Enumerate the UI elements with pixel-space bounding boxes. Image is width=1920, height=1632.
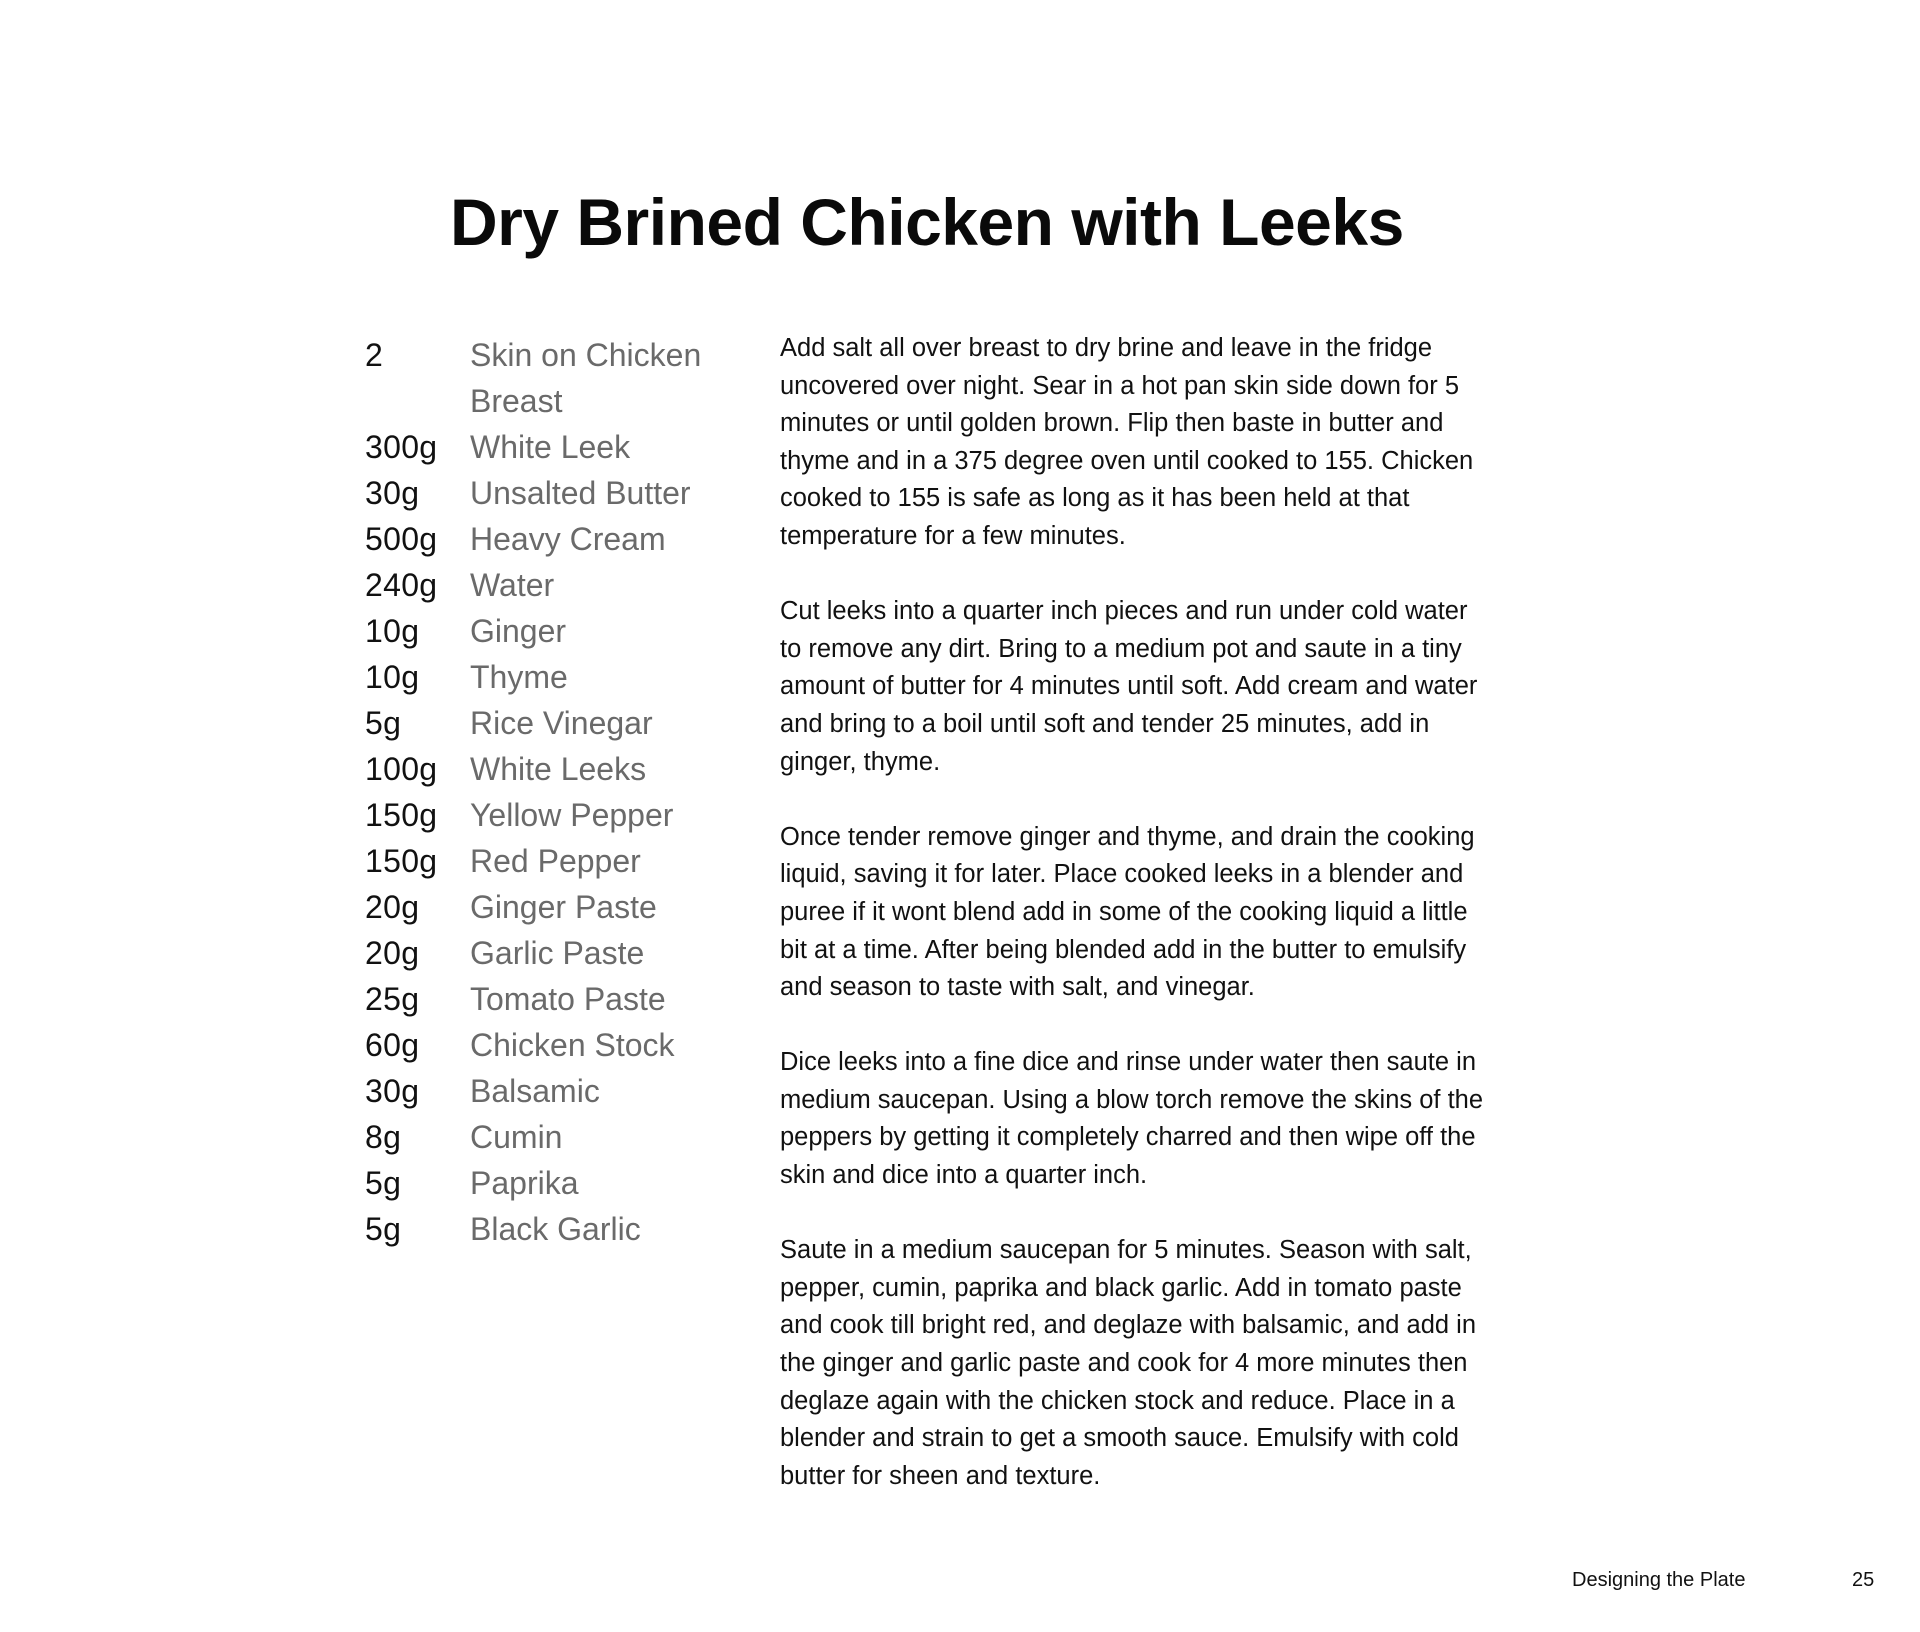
ingredient-quantity: 100g: [365, 751, 438, 787]
ingredient-row: [365, 792, 745, 838]
ingredient-name: Balsamic: [470, 1073, 600, 1109]
ingredient-row: [365, 1160, 745, 1206]
ingredient-row: [365, 930, 745, 976]
ingredient-quantity: 30g: [365, 475, 420, 511]
ingredient-quantity: 300g: [365, 429, 438, 465]
ingredient-row: [365, 516, 745, 562]
ingredient-name: Garlic Paste: [470, 935, 645, 971]
method-paragraph: Once tender remove ginger and thyme, and drain the cooking liquid, saving it for later. Place cooked leeks in a blender and puree if it wont blend add in some of the cooking liquid a little bit at a time. After being blended add in the butter to emulsify and season to taste with salt, and vinegar.: [780, 822, 1475, 1002]
ingredient-quantity: 60g: [365, 1027, 420, 1063]
ingredient-name: Ginger: [470, 613, 567, 649]
ingredient-name: Skin on Chicken Breast: [470, 337, 702, 419]
ingredient-name: White Leeks: [470, 751, 647, 787]
ingredient-name: Cumin: [470, 1119, 563, 1155]
ingredient-quantity: 5g: [365, 1211, 402, 1247]
ingredient-name: Ginger Paste: [470, 889, 657, 925]
ingredient-name: Yellow Pepper: [470, 797, 674, 833]
method-paragraph: Saute in a medium saucepan for 5 minutes. Season with salt, pepper, cumin, paprika and black garlic. Add in tomato paste and cook till bright red, and deglaze with balsamic, and add in the ginger and garlic paste and cook for 4 more minutes then deglaze again with the chicken stock and reduce. Place in a blender and strain to get a smooth sauce. Emulsify with cold butter for sheen and texture.: [780, 1236, 1477, 1490]
ingredient-name: Thyme: [470, 659, 568, 695]
ingredient-name: Black Garlic: [470, 1211, 641, 1247]
ingredient-quantity: 150g: [365, 797, 438, 833]
ingredient-name: Rice Vinegar: [470, 705, 653, 741]
ingredient-quantity: 2: [365, 337, 384, 373]
ingredient-row: [365, 1022, 745, 1068]
ingredient-quantity: 20g: [365, 935, 420, 971]
ingredient-row: [365, 884, 745, 930]
ingredient-name: Unsalted Butter: [470, 475, 691, 511]
ingredient-quantity: 10g: [365, 659, 420, 695]
ingredient-quantity: 5g: [365, 705, 402, 741]
ingredient-name: Tomato Paste: [470, 981, 666, 1017]
ingredient-quantity: 150g: [365, 843, 438, 879]
ingredient-quantity: 20g: [365, 889, 420, 925]
ingredient-row: [365, 976, 745, 1022]
ingredient-quantity: 8g: [365, 1119, 402, 1155]
method-paragraph: Dice leeks into a fine dice and rinse under water then saute in medium saucepan. Using a blow torch remove the skins of the peppers by getting it completely charred and then wipe off the skin and dice into a quarter inch.: [780, 1048, 1484, 1190]
ingredient-row: [365, 700, 745, 746]
ingredient-row: [365, 608, 745, 654]
ingredient-row: [365, 838, 745, 884]
ingredient-name: Paprika: [470, 1165, 579, 1201]
ingredient-quantity: 5g: [365, 1165, 402, 1201]
ingredient-row: [365, 470, 745, 516]
ingredient-row: [365, 424, 745, 470]
ingredient-row: [365, 1206, 745, 1252]
ingredient-name: Heavy Cream: [470, 521, 666, 557]
method-paragraph: Cut leeks into a quarter inch pieces and run under cold water to remove any dirt. Bring to a medium pot and saute in a tiny amount of butter for 4 minutes until soft. Add cream and water and bring to a boil until soft and tender 25 minutes, add in ginger, thyme.: [780, 597, 1478, 776]
ingredient-quantity: 10g: [365, 613, 420, 649]
ingredient-row: [365, 746, 745, 792]
ingredient-name: White Leek: [470, 429, 631, 465]
ingredient-quantity: 500g: [365, 521, 438, 557]
ingredient-row: [365, 1114, 745, 1160]
ingredient-quantity: 240g: [365, 567, 438, 603]
ingredient-row: [365, 332, 745, 424]
ingredient-name: Chicken Stock: [470, 1027, 675, 1063]
ingredient-list: [365, 332, 745, 1252]
ingredient-name: Water: [470, 567, 555, 603]
method-steps: [780, 330, 1580, 1533]
ingredient-row: [365, 654, 745, 700]
ingredient-row: [365, 1068, 745, 1114]
ingredient-row: [365, 562, 745, 608]
footer-section-title: Designing the Plate: [1572, 1569, 1746, 1591]
ingredient-quantity: 30g: [365, 1073, 420, 1109]
ingredient-name: Red Pepper: [470, 843, 641, 879]
page-title: Dry Brined Chicken with Leeks: [450, 185, 1404, 259]
page-number: 25: [1852, 1569, 1875, 1591]
method-paragraph: Add salt all over breast to dry brine and leave in the fridge uncovered over night. Sear in a hot pan skin side down for 5 minutes or until golden brown. Flip then baste in butter and thyme and in a 375 degree oven until cooked to 155. Chicken cooked to 155 is safe as long as it has been held at that temperature for a few minutes.: [780, 334, 1474, 550]
ingredient-quantity: 25g: [365, 981, 420, 1017]
